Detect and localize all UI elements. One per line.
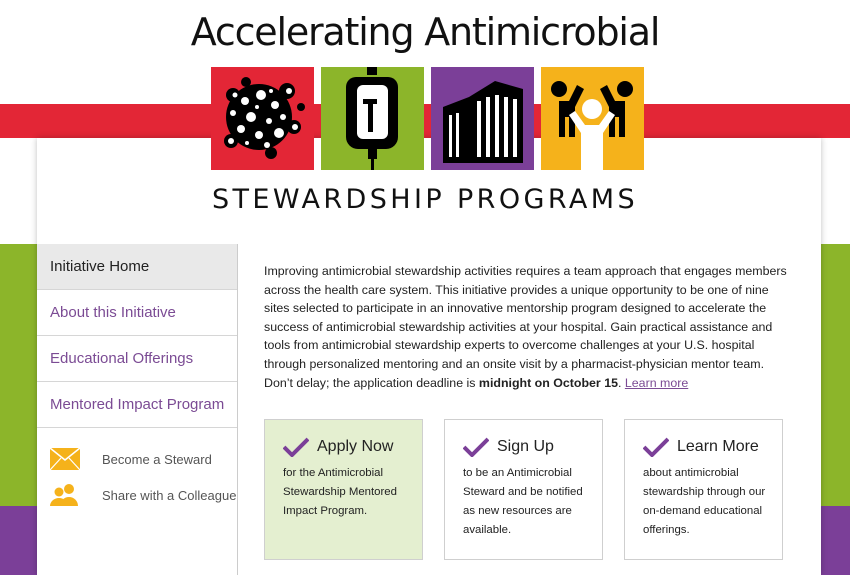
learn-more-link[interactable]: Learn more — [624, 375, 689, 390]
sidebar-item-educational-offerings[interactable]: Educational Offerings — [37, 336, 237, 382]
checkmark-icon — [463, 437, 489, 457]
card-title: Learn More — [677, 438, 759, 455]
sign-up-card[interactable] — [444, 419, 603, 560]
intro-paragraph — [264, 262, 794, 392]
card-text: for the Antimicrobial Stewardship Mentored Impact Program. — [283, 467, 397, 517]
intro-text: Improving antimicrobial stewardship activities requires a team approach that engages members across the health care system. This initiative provides a unique opportunity to be one of nine sites selected to participate in an innovative mentorship program designed to accelerate the success of antimicrobial stewardship activities at your hospital. Gain practical assistance and tools from antimicrobial stewardship experts to overcome challenges at your U.S. hospital through personalized mentoring and an onsite visit by a pharmacist-physician mentor team. Don’t delay; the application deadline is — [264, 264, 787, 390]
sidebar-item-mentored-impact[interactable]: Mentored Impact Program — [37, 382, 237, 428]
deadline-text: midnight on October 15 — [478, 375, 618, 390]
envelope-icon — [50, 448, 80, 470]
card-text: to be an Antimicrobial Steward and be notified as new resources are available. — [463, 467, 583, 536]
card-text: about antimicrobial stewardship through our on-demand educational offerings. — [643, 467, 766, 536]
become-steward-link[interactable] — [37, 448, 237, 470]
sidebar — [37, 244, 238, 575]
iv-bag-icon — [321, 67, 424, 170]
card-title: Apply Now — [317, 438, 394, 455]
share-colleague-link[interactable] — [37, 484, 237, 506]
hospital-building-icon — [431, 67, 534, 170]
people-group-icon — [541, 67, 644, 170]
sidebar-item-initiative-home[interactable]: Initiative Home — [37, 244, 237, 290]
logo-title-top: Accelerating Antimicrobial — [190, 10, 660, 54]
logo-title-bottom: STEWARDSHIP PROGRAMS — [212, 184, 638, 215]
apply-now-card[interactable] — [264, 419, 423, 560]
microbe-icon — [211, 67, 314, 170]
logo-icon-row — [211, 67, 647, 170]
sidebar-item-about[interactable]: About this Initiative — [37, 290, 237, 336]
intro-period: . — [617, 375, 622, 390]
become-steward-label: Become a Steward — [102, 451, 212, 467]
checkmark-icon — [643, 437, 669, 457]
checkmark-icon — [283, 437, 309, 457]
people-icon — [50, 484, 80, 506]
share-colleague-label: Share with a Colleague — [102, 487, 237, 503]
learn-more-card[interactable] — [624, 419, 783, 560]
card-title: Sign Up — [497, 438, 554, 455]
